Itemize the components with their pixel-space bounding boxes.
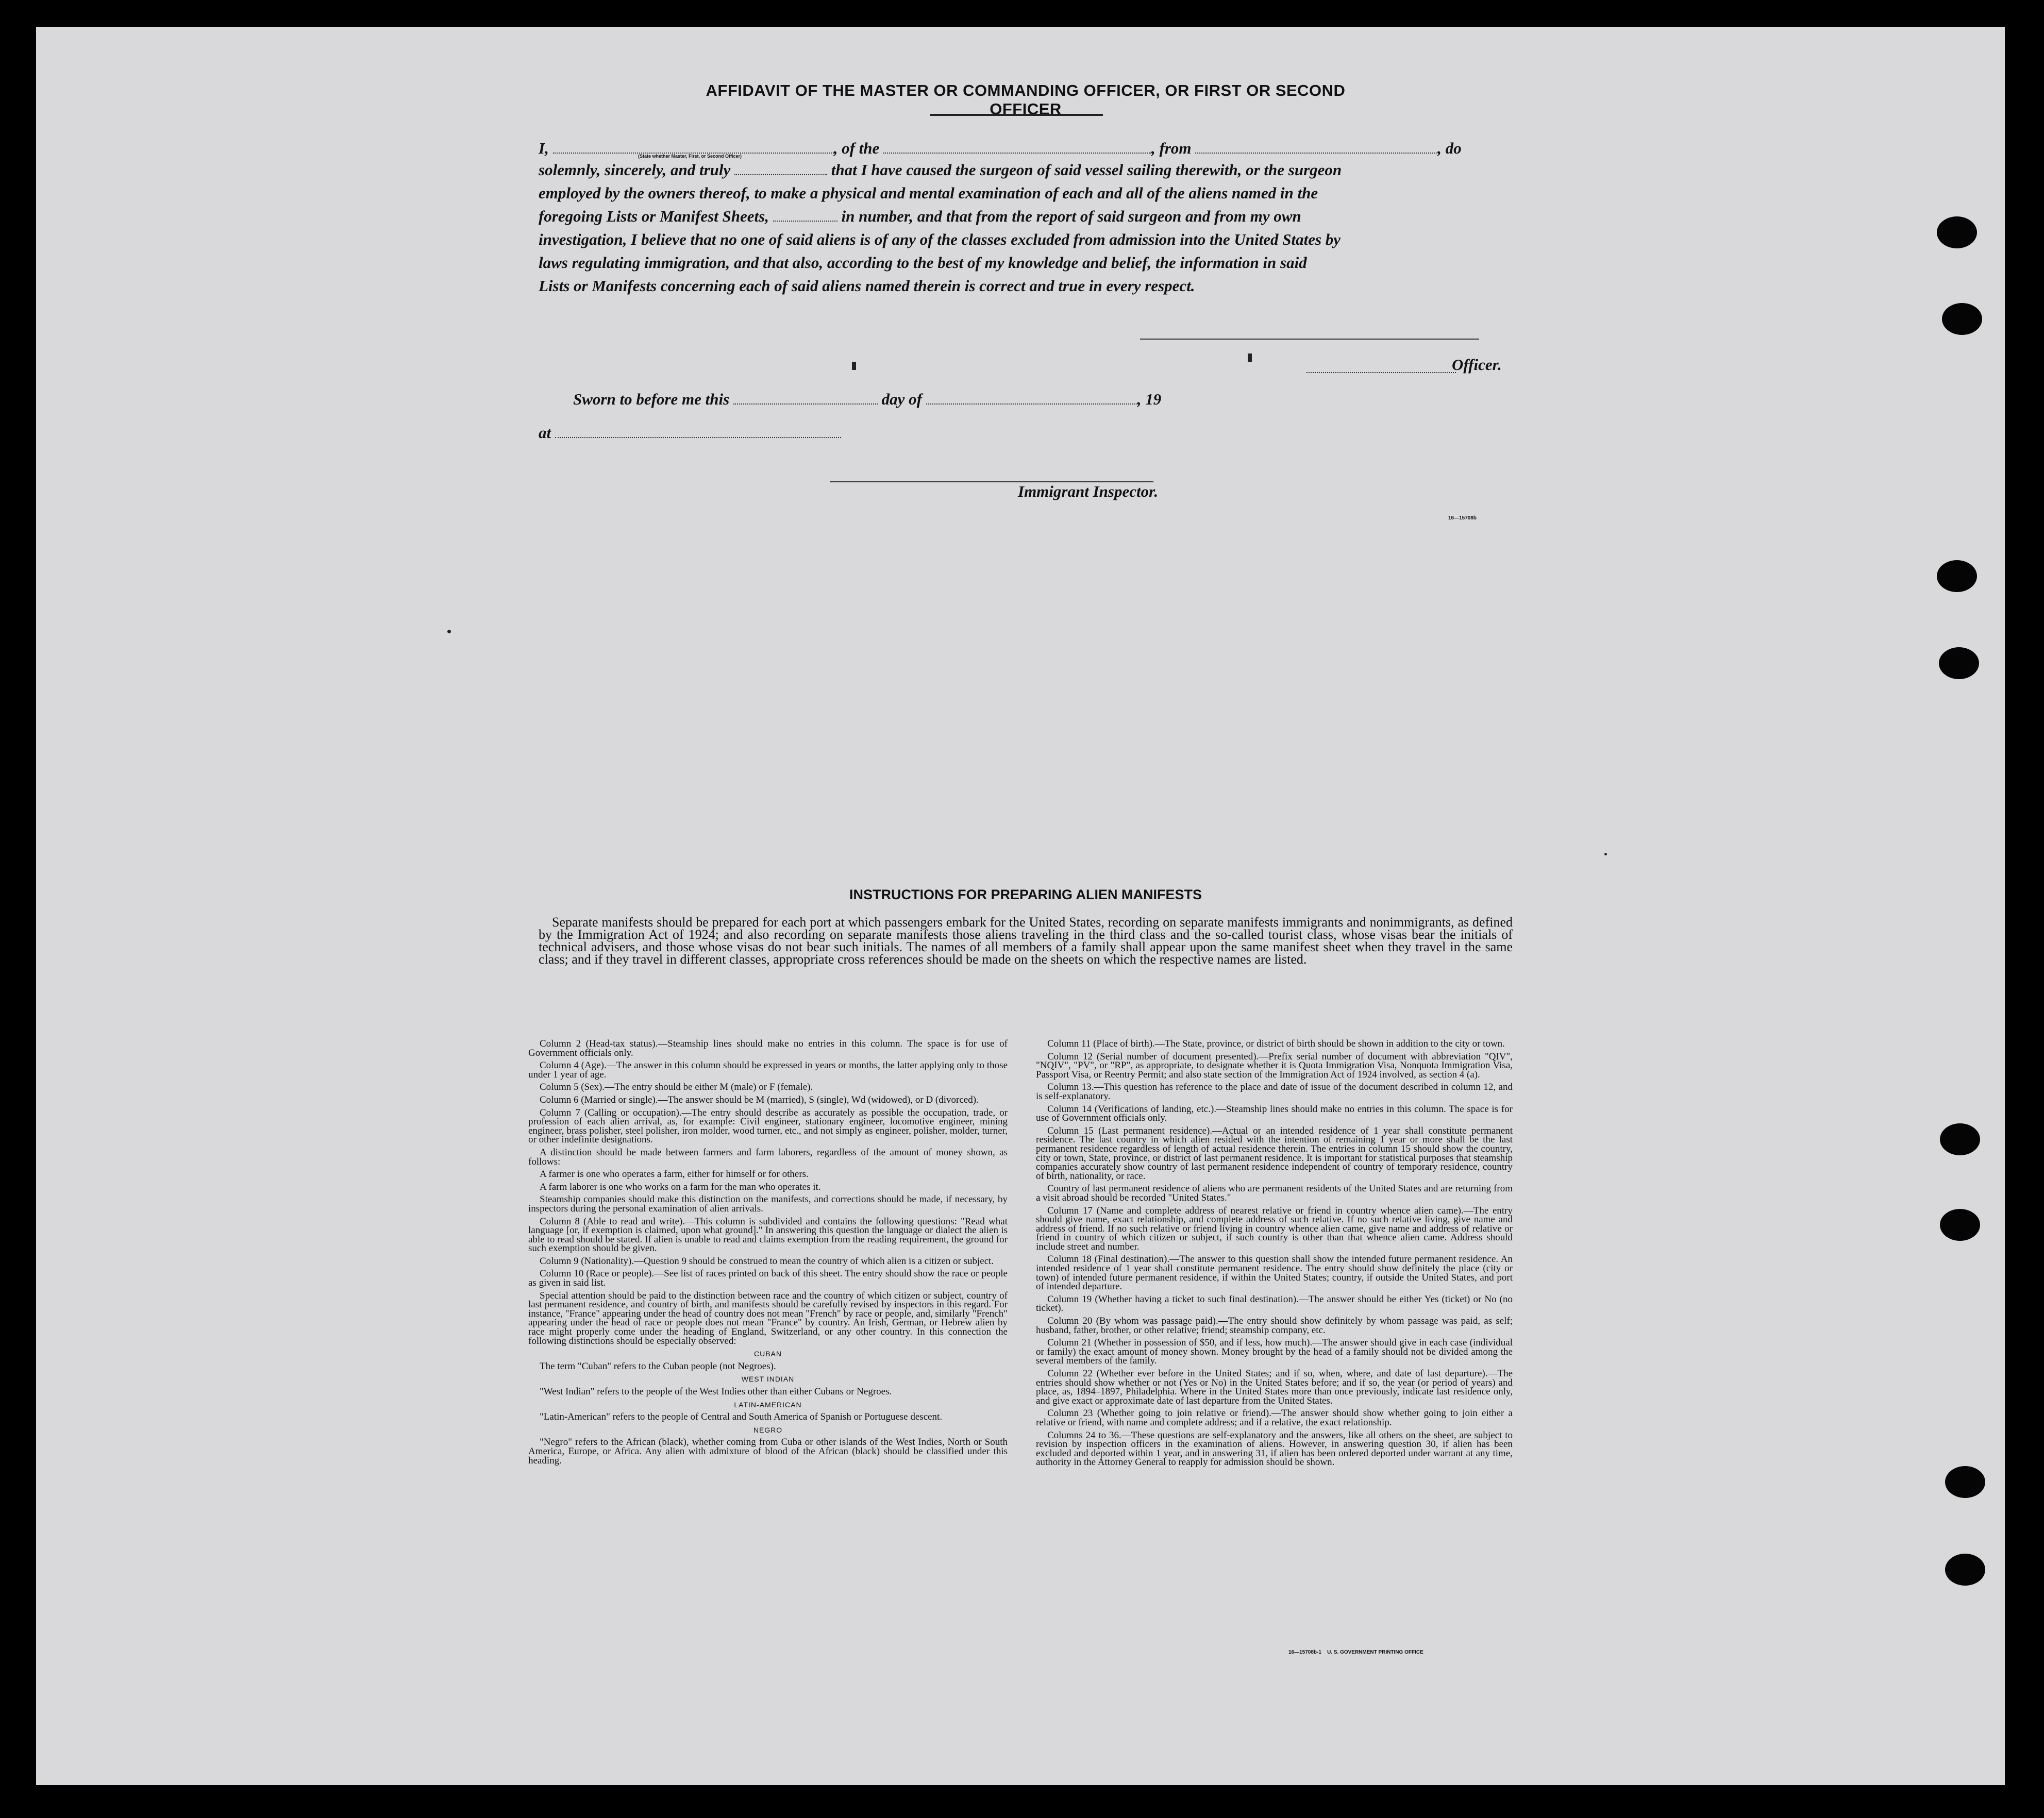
footer-form-number: 16—15708b-1 bbox=[1288, 1649, 1321, 1655]
at-line: at bbox=[539, 423, 1513, 443]
affidavit-title: AFFIDAVIT OF THE MASTER OR COMMANDING OFFICER, OR FIRST OR SECOND OFFICER bbox=[706, 81, 1346, 118]
sworn-month-field[interactable] bbox=[926, 391, 1137, 405]
instruction-paragraph: Column 7 (Calling or occupation).—The entry should describe as accurately as possible the occupation, trade, or profession of each alien arrival, as, for example: Civil engineer, stationary engineer, locomotive engineer, mining engineer, brass polisher, steel polisher, iron molder, wood turner, etc., and not simply as engineer, polisher, molder, turner, or other indefinite designations. bbox=[528, 1107, 1008, 1146]
instruction-paragraph: Column 20 (By whom was passage paid).—The entry should show definitely by whom passage was paid, as self; husband, father, brother, or other relative; friend; steamship company, etc. bbox=[1036, 1316, 1513, 1336]
punch-hole bbox=[1945, 1554, 1985, 1586]
instruction-paragraph: Column 21 (Whether in possession of $50, and if less, how much).—The answer should give in each case (individual or family) the exact amount of money shown. Money brought by the head of a family should not be divided among the several members of the family. bbox=[1036, 1337, 1513, 1367]
instructions-intro: Separate manifests should be prepared for each port at which passengers embark for the United States, recording on separate manifests immigrants and nonimmigrants, as defined by the Immigration Act of 1924; and also recording on separate manifests those aliens traveling in the third class and the so-called tourist class, whose visas bear the initials of technical advisers, and those whose visas do not bear such initials. The names of all members of a family shall appear upon the same manifest sheet when they travel in the same class; and if they travel in different classes, appropriate cross references should be made on the sheets on which the respective names are listed. bbox=[539, 915, 1513, 967]
affidavit-line-1: I, , of the , from , do bbox=[539, 139, 1462, 157]
punch-hole bbox=[1940, 1123, 1980, 1155]
instructions-right-column bbox=[1036, 1039, 1513, 1471]
race-definition: "Negro" refers to the African (black), whether coming from Cuba or other islands of the West Indies, North or South America, Europe, or Africa. Any alien with admixture of blood of the African (black) should be classified under this heading. bbox=[528, 1437, 1008, 1466]
instruction-paragraph: Column 11 (Place of birth).—The State, province, or district of birth should be shown in addition to the city or town. bbox=[1047, 1038, 1505, 1049]
race-definition: The term "Cuban" refers to the Cuban people (not Negroes). bbox=[540, 1360, 776, 1372]
instruction-paragraph: Special attention should be paid to the distinction between race and the country of which citizen or subject, country of last permanent residence, and country of birth, and manifests should be carefully revised by inspectors in this regard. For instance, "France" appearing under the head of country does not mean "French" by race or people, and, similarly "French" appearing under the head of race or people does not mean "France" by country. An Irish, German, or Hebrew alien by race might properly come under the heading of England, Switzerland, or any other country. In this connection the following distinctions should be especially observed: bbox=[528, 1290, 1008, 1346]
instruction-paragraph: Column 14 (Verifications of landing, etc.).—Steamship lines should make no entries in this column. The space is for use of Government officials only. bbox=[1036, 1103, 1513, 1124]
instruction-paragraph: A farmer is one who operates a farm, either for himself or for others. bbox=[540, 1169, 809, 1180]
instructions-left-column bbox=[528, 1039, 1008, 1469]
affidavit-line-7: Lists or Manifests concerning each of said aliens named therein is correct and true in every respect. bbox=[539, 277, 1195, 295]
ink-mark bbox=[1248, 354, 1252, 362]
punch-hole bbox=[1937, 216, 1977, 248]
port-from-field[interactable] bbox=[1195, 140, 1437, 154]
inspector-label: Immigrant Inspector. bbox=[1018, 482, 1159, 500]
instruction-paragraph: Columns 24 to 36.—These questions are self-explanatory and the answers, like all others on the sheet, are subject to revision by inspection officers in the examination of aliens. However, in answering question 30, if alien has been excluded and deported within 1 year, and in answering 31, if alien has been ordered deported under warrant at any time, authority in the Attorney General to reapply for admission should be shown. bbox=[1036, 1429, 1513, 1468]
instruction-paragraph: A farm laborer is one who works on a farm for the man who operates it. bbox=[540, 1181, 821, 1192]
officer-rank-field[interactable] bbox=[553, 140, 834, 154]
instruction-paragraph: Column 8 (Able to read and write).—This column is subdivided and contains the following questions: "Read what language [or, if exemption is claimed, upon what ground]." In answering this question the language or dialect the alien is able to read should be stated. If alien is unable to read and claims exemption from the reading requirement, the ground for such exemption should be given. bbox=[528, 1216, 1008, 1254]
oath-type-field[interactable] bbox=[734, 162, 827, 175]
instruction-paragraph: Country of last permanent residence of aliens who are permanent residents of the United States and are returning from a visit abroad should be recorded "United States." bbox=[1036, 1183, 1513, 1203]
sheet-count-field[interactable] bbox=[773, 208, 837, 222]
race-heading: CUBAN bbox=[753, 1350, 782, 1358]
race-heading: LATIN-AMERICAN bbox=[734, 1400, 802, 1409]
instruction-paragraph: Column 2 (Head-tax status).—Steamship lines should make no entries in this column. The space is for use of Government officials only. bbox=[528, 1038, 1008, 1058]
ink-speck bbox=[447, 630, 451, 633]
race-heading: NEGRO bbox=[753, 1425, 783, 1434]
instruction-paragraph: Column 10 (Race or people).—See list of races printed on back of this sheet. The entry should show the race or people as given in said list. bbox=[528, 1268, 1008, 1289]
instruction-paragraph: Column 12 (Serial number of document presented).—Prefix serial number of document with abbreviation "QIV", "NQIV", "PV", or "RP", as appropriate, to designate whether it is Quota Immigration Visa, Nonquota Immigration Visa, Passport Visa, or Reentry Permit; and also state section of the Immigration Act of 1924 involved, as section 4 (a). bbox=[1036, 1051, 1513, 1080]
race-heading: WEST INDIAN bbox=[741, 1375, 795, 1384]
punch-hole bbox=[1939, 647, 1979, 679]
print-footer bbox=[1288, 1649, 1423, 1655]
punch-hole bbox=[1942, 303, 1982, 335]
affidavit-line-5: investigation, I believe that no one of said aliens is of any of the classes excluded from admission into the United States by bbox=[539, 230, 1341, 248]
instruction-paragraph: Column 13.—This question has reference to the place and date of issue of the document described in column 12, and is self-explanatory. bbox=[1036, 1082, 1513, 1102]
affidavit-line-3: employed by the owners thereof, to make a physical and mental examination of each and all of the aliens named in the bbox=[539, 184, 1318, 202]
footer-printing-office: U. S. GOVERNMENT PRINTING OFFICE bbox=[1327, 1649, 1423, 1655]
ink-mark bbox=[852, 362, 856, 370]
affidavit-line-2: solemnly, sincerely, and truly that I have caused the surgeon of said vessel sailing therewith, or the surgeon bbox=[539, 161, 1342, 179]
officer-signature-line[interactable] bbox=[1306, 372, 1456, 373]
instruction-paragraph: Steamship companies should make this distinction on the manifests, and corrections should be made, if necessary, by inspectors during the personal examination of alien arrivals. bbox=[528, 1194, 1008, 1214]
instruction-paragraph: Column 23 (Whether going to join relative or friend).—The answer should show whether going to join either a relative or friend, with name and complete address; and if a relative, the exact relationship. bbox=[1036, 1408, 1513, 1428]
instruction-paragraph: Column 19 (Whether having a ticket to such final destination).—The answer should be either Yes (ticket) or No (no ticket). bbox=[1036, 1293, 1513, 1314]
punch-hole bbox=[1940, 1209, 1980, 1241]
instruction-paragraph: Column 18 (Final destination).—The answer to this question shall show the intended future permanent residence. An intended residence of 1 year shall constitute permanent residence. The entry should show definitely the place (city or town) of intended future permanent residence, if within the United States; country, if outside the United States, and port of intended departure. bbox=[1036, 1254, 1513, 1292]
punch-hole bbox=[1937, 560, 1977, 592]
affidavit-line-6: laws regulating immigration, and that also, according to the best of my knowledge and belief, the information in said bbox=[539, 254, 1307, 272]
instructions-title: INSTRUCTIONS FOR PREPARING ALIEN MANIFESTS bbox=[849, 887, 1202, 902]
state-officer-note: (State whether Master, First, or Second Officer) bbox=[638, 154, 742, 159]
punch-hole bbox=[1945, 1466, 1985, 1498]
sworn-day-field[interactable] bbox=[733, 391, 878, 405]
instruction-paragraph: Column 15 (Last permanent residence).—Actual or an intended residence of 1 year shall constitute permanent residence. The last country in which alien resided with the intention of remaining 1 year or more shall be the last permanent residence regardless of length of actual residence therein. The entries in column 15 should show the country, city or town, State, province, or district of last permanent residence. It is important for statistical purposes that steamship companies accurately show country of last permanent residence independent of country of temporary residence, country of birth, nationality, or race. bbox=[1036, 1125, 1513, 1182]
race-definition: "West Indian" refers to the people of the West Indies other than either Cubans or Negroes. bbox=[540, 1386, 892, 1397]
instruction-paragraph: Column 22 (Whether ever before in the United States; and if so, when, where, and date of last departure).—The entries should show whether or not (Yes or No) in the United States before; and if so, the year (or period of years) and place, as, 1894–1897, Philadelphia. Where in the United States more than once previously, indicate last residence only, and give exact or approximate date of last departure from the United States. bbox=[1036, 1368, 1513, 1406]
instruction-paragraph: Column 9 (Nationality).—Question 9 should be construed to mean the country of which alien is a citizen or subject. bbox=[540, 1255, 994, 1267]
instruction-paragraph: Column 6 (Married or single).—The answer should be M (married), S (single), Wd (widowed), or D (divorced). bbox=[540, 1094, 979, 1105]
vessel-name-field[interactable] bbox=[883, 140, 1151, 154]
race-definition: "Latin-American" refers to the people of Central and South America of Spanish or Portuguese descent. bbox=[540, 1411, 943, 1423]
officer-signature-top-line[interactable] bbox=[1140, 339, 1479, 340]
officer-label: Officer. bbox=[1452, 356, 1502, 374]
instruction-paragraph: Column 4 (Age).—The answer in this column should be expressed in years or months, the latter applying only to those under 1 year of age. bbox=[528, 1060, 1008, 1080]
ink-speck bbox=[1604, 853, 1607, 855]
instruction-paragraph: A distinction should be made between farmers and farm laborers, regardless of the amount of money shown, as follows: bbox=[528, 1147, 1008, 1167]
instruction-paragraph: Column 17 (Name and complete address of nearest relative or friend in country whence alien came).—The entry should give name, exact relationship, and complete address of such relative. If no such relative living, give name and address of friend. If no such relative or friend living in country whence alien came, give name and address of relative or friend in country of which citizen or subject, if such country is other than that whence alien came. Address should include street and number. bbox=[1036, 1205, 1513, 1252]
affidavit-line-4: foregoing Lists or Manifest Sheets, in number, and that from the report of said surgeon and from my own bbox=[539, 207, 1301, 225]
instruction-paragraph: Column 5 (Sex).—The entry should be either M (male) or F (female). bbox=[540, 1082, 813, 1093]
sworn-line: Sworn to before me this day of , 19 bbox=[573, 390, 1162, 408]
sworn-place-field[interactable] bbox=[555, 425, 841, 438]
title-underline bbox=[930, 114, 1103, 116]
form-number: 16—15708b bbox=[1448, 515, 1477, 521]
